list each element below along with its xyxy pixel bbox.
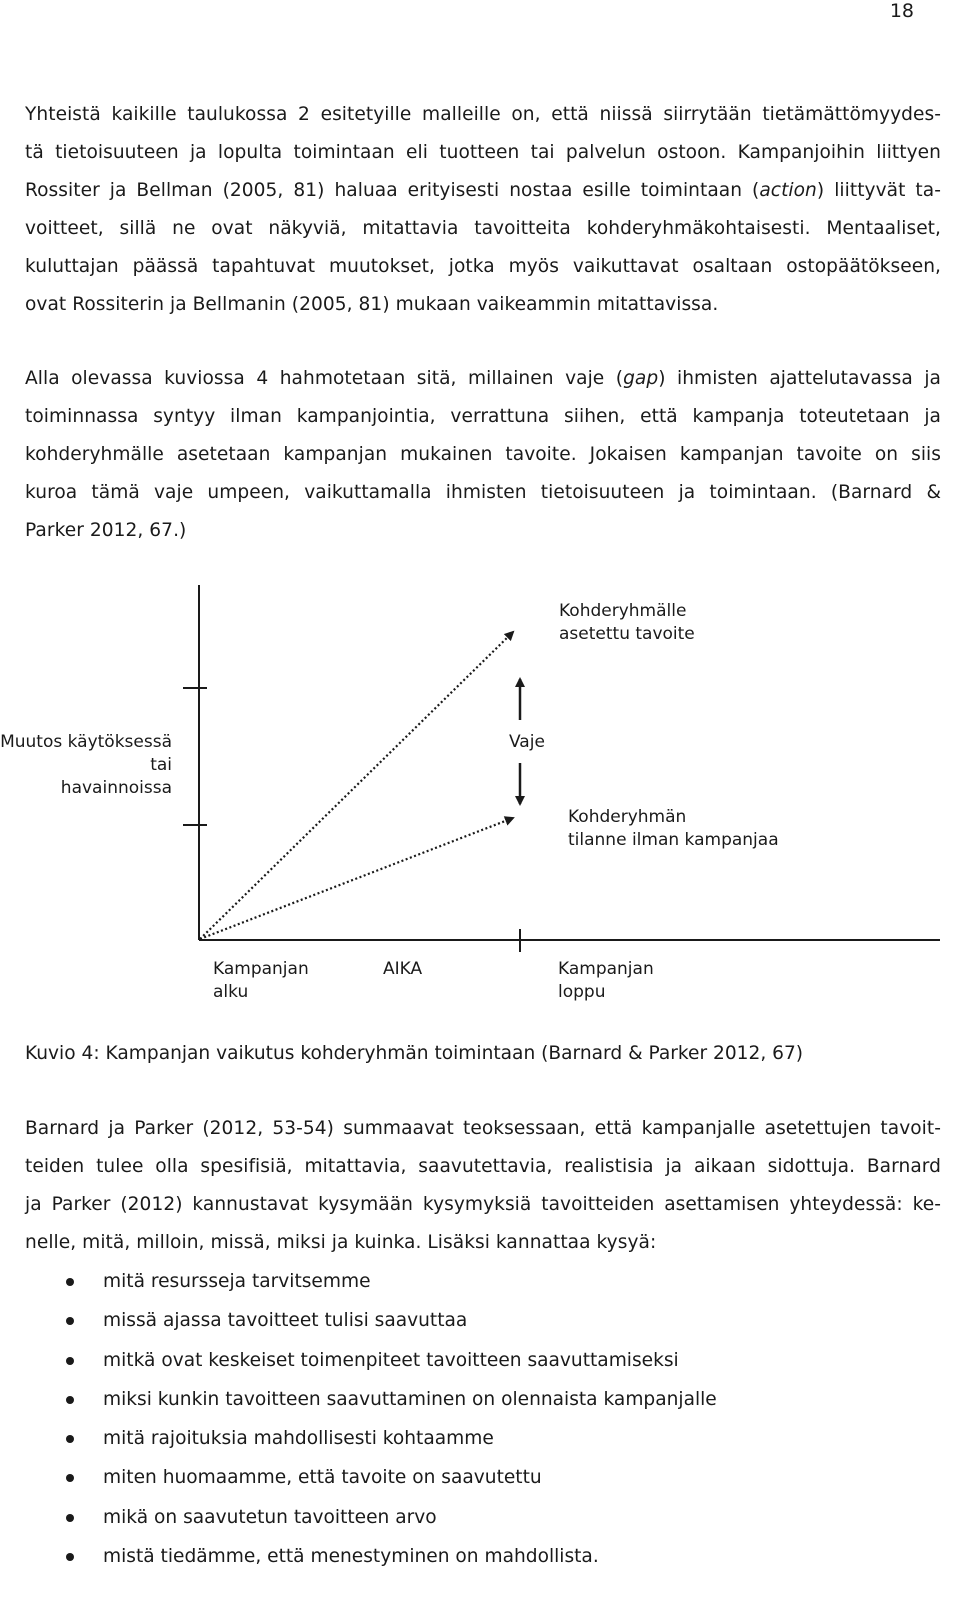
y-axis-label-line: havainnoissa <box>60 778 172 798</box>
list-item-text: mitä resursseja tarvitsemme <box>103 1271 371 1292</box>
bullet-icon <box>66 1278 74 1286</box>
y-axis-label-line: Muutos käytöksessä <box>0 732 172 752</box>
baseline-label-line: tilanne ilman kampanjaa <box>568 830 779 850</box>
list-item <box>0 1537 717 1576</box>
list-item-text: mitä rajoituksia mahdollisesti kohtaamme <box>103 1428 494 1450</box>
campaign-end-label-line: loppu <box>558 982 606 1002</box>
paragraph-line: Parker 2012, 67.) <box>25 520 187 541</box>
list-item <box>0 1458 717 1497</box>
paragraph-line: ovat Rossiterin ja Bellmanin (2005, 81) mukaan vaikeammin mitattavissa. <box>25 294 719 315</box>
text-run: ) ihmisten ajattelutavassa ja <box>658 368 941 389</box>
bullet-icon <box>66 1357 74 1365</box>
paragraph-line: kuluttajan päässä tapahtuvat muutokset, jotka myös vaikuttavat osaltaan ostopäätökseen, <box>25 256 941 277</box>
figure-caption: Kuvio 4: Kampanjan vaikutus kohderyhmän toimintaan (Barnard & Parker 2012, 67) <box>25 1043 804 1064</box>
paragraph-2 <box>25 360 941 550</box>
paragraph-line: Barnard ja Parker (2012, 53-54) summaavat teoksessaan, että kampanjalle asetettujen tavoit- <box>25 1118 941 1139</box>
campaign-end-label-line: Kampanjan <box>558 959 654 979</box>
paragraph-line: toiminnassa syntyy ilman kampanjointia, verrattuna siihen, että kampanja toteutetaan ja <box>25 406 941 427</box>
list-item <box>0 1262 717 1301</box>
bullet-icon <box>66 1514 74 1522</box>
target-label-line: asetettu tavoite <box>559 624 695 644</box>
bullet-list <box>0 1262 717 1576</box>
paragraph-3 <box>25 1110 941 1262</box>
list-item-text: mistä tiedämme, että menestyminen on mahdollista. <box>103 1546 599 1568</box>
italic-term: action <box>759 180 817 201</box>
text-run: Rossiter ja Bellman (2005, 81) haluaa erityisesti nostaa esille toimintaan ( <box>25 180 760 201</box>
list-item <box>0 1341 717 1380</box>
list-item-text: miten huomaamme, että tavoite on saavutettu <box>103 1467 542 1489</box>
campaign-start-label <box>213 958 309 1004</box>
text-run: ) liittyvät ta- <box>816 180 941 201</box>
campaign-start-label-line: Kampanjan <box>213 959 309 979</box>
paragraph-line: nelle, mitä, milloin, missä, miksi ja kuinka. Lisäksi kannattaa kysyä: <box>25 1232 657 1253</box>
list-item-text: mikä on saavutetun tavoitteen arvo <box>103 1506 437 1528</box>
campaign-end-label <box>558 958 654 1004</box>
paragraph-line: ja Parker (2012) kannustavat kysymään kysymyksiä tavoitteiden asettamisen yhteydessä: ke- <box>25 1194 941 1215</box>
baseline-dotted-arrow <box>200 818 513 939</box>
bullet-icon <box>66 1396 74 1404</box>
list-item <box>0 1301 717 1340</box>
paragraph-line: voitteet, sillä ne ovat näkyviä, mitattavia tavoitteita kohderyhmäkohtaisesti. Mentaaliset, <box>25 218 941 239</box>
page-number: 18 <box>889 0 914 22</box>
time-axis-label: AIKA <box>383 959 423 979</box>
bullet-icon <box>66 1435 74 1443</box>
paragraph-line: teiden tulee olla spesifisiä, mitattavia, saavutettavia, realistisia ja aikaan sidottuja. Barnard <box>25 1156 941 1177</box>
bullet-icon <box>66 1317 74 1325</box>
list-item-text: mitkä ovat keskeiset toimenpiteet tavoitteen saavuttamiseksi <box>103 1349 679 1371</box>
list-item <box>0 1498 717 1537</box>
italic-term: gap <box>623 368 659 389</box>
paragraph-1 <box>25 96 941 324</box>
y-axis-label <box>0 731 172 800</box>
target-dotted-arrow <box>200 632 513 939</box>
list-item-text: missä ajassa tavoitteet tulisi saavuttaa <box>103 1310 468 1332</box>
baseline-label-line: Kohderyhmän <box>568 807 687 827</box>
paragraph-line: kohderyhmälle asetetaan kampanjan mukainen tavoite. Jokaisen kampanjan tavoite on siis <box>25 444 941 465</box>
y-axis-label-line: tai <box>150 755 172 775</box>
gap-label: Vaje <box>509 732 545 752</box>
list-item <box>0 1419 717 1458</box>
paragraph-line <box>25 360 941 398</box>
paragraph-line: tä tietoisuuteen ja lopulta toimintaan eli tuotteen tai palvelun ostoon. Kampanjoihin liittyen <box>25 142 941 163</box>
list-item-text: miksi kunkin tavoitteen saavuttaminen on olennaista kampanjalle <box>103 1388 717 1410</box>
paragraph-line: Yhteistä kaikille taulukossa 2 esitetyille malleille on, että niissä siirrytään tietämättömyydes- <box>25 104 941 125</box>
campaign-gap-diagram <box>0 575 960 1015</box>
bullet-icon <box>66 1474 74 1482</box>
paragraph-line: kuroa tämä vaje umpeen, vaikuttamalla ihmisten tietoisuuteen ja toimintaan. (Barnard & <box>25 482 941 503</box>
text-run: Alla olevassa kuviossa 4 hahmotetaan sitä, millainen vaje ( <box>25 368 624 389</box>
target-label-line: Kohderyhmälle <box>559 601 687 621</box>
list-item <box>0 1380 717 1419</box>
target-label <box>559 600 695 646</box>
paragraph-line <box>25 172 941 210</box>
baseline-label <box>568 806 779 852</box>
campaign-start-label-line: alku <box>213 982 249 1002</box>
bullet-icon <box>66 1553 74 1561</box>
